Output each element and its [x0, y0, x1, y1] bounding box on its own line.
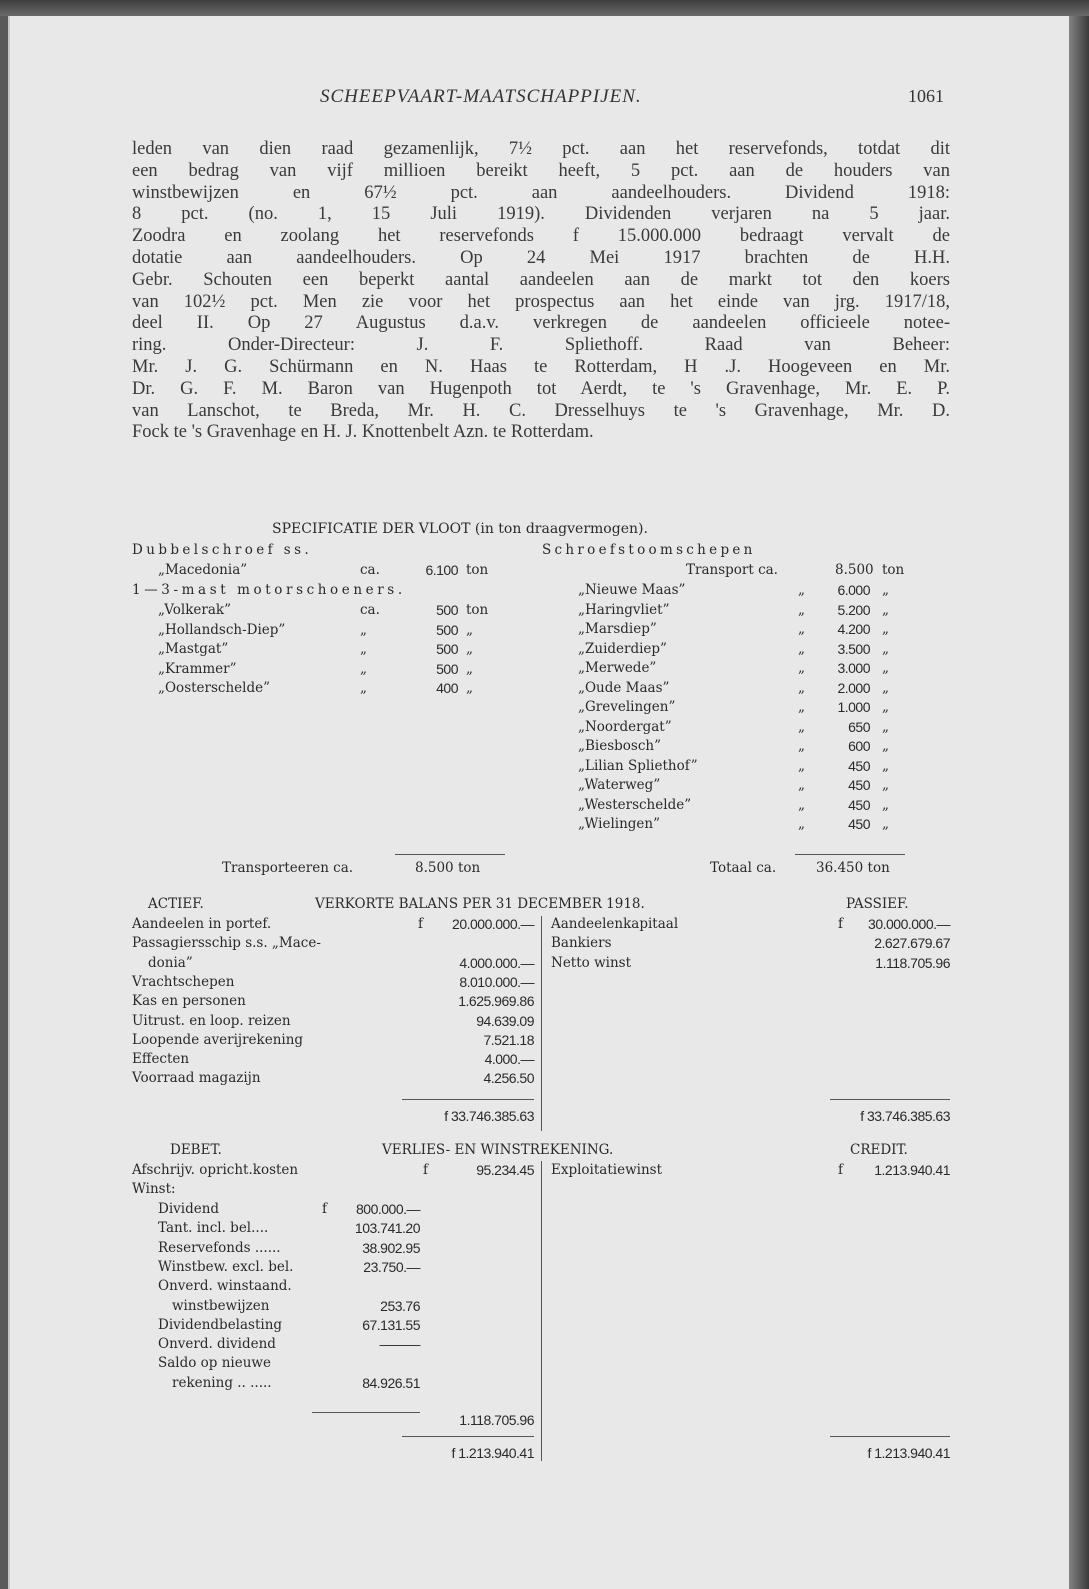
liabilities-total-rule — [830, 1099, 950, 1100]
fleet-subtotal-value: 8.500 ton — [415, 860, 481, 876]
balance-passief-head: PASSIEF. — [846, 896, 909, 912]
ship-tons: 650 — [848, 718, 870, 735]
ship-name: „Hollandsch-Diep” — [158, 621, 286, 638]
ship-tons: 600 — [848, 738, 870, 754]
ship-name: „Volkerak” — [158, 602, 231, 618]
asset-label: Uitrust. en loop. reizen — [132, 1012, 291, 1029]
ship-prefix: „ — [360, 621, 367, 638]
pl-winst-total: 1.118.705.96 — [459, 1412, 534, 1428]
ship-unit: „ — [882, 816, 889, 832]
credit-item-value: 1.213.940.41 — [874, 1162, 950, 1178]
ship-unit: „ — [882, 757, 889, 774]
ship-unit: „ — [882, 679, 889, 696]
page-number: 1061 — [908, 86, 944, 106]
paragraph-line: leden van dien raad gezamenlijk, 7½ pct. aan het reservefonds, totdat dit — [132, 139, 950, 159]
ship-tons: 450 — [848, 796, 870, 813]
ship-unit: „ — [882, 777, 889, 793]
ship-unit: „ — [882, 640, 889, 657]
liability-value: 1.118.705.96 — [875, 954, 950, 971]
liability-label: Netto winst — [551, 954, 631, 971]
ship-name: „Krammer” — [158, 660, 237, 677]
ship-tons: 500 — [436, 641, 458, 657]
paragraph-line: Mr. J. G. Schürmann en N. Haas te Rotterdam, H .J. Hoogeveen en Mr. — [132, 356, 950, 377]
winst-item-label: Onverd. dividend — [158, 1336, 276, 1353]
winst-item-label: Dividend — [158, 1201, 220, 1217]
asset-value: 1.625.969.86 — [458, 993, 534, 1010]
pl-debit-first-value: 95.234.45 — [476, 1162, 534, 1178]
document-page — [8, 16, 1069, 1589]
ship-name: „Lilian Spliethof” — [578, 757, 698, 774]
ship-tons: 6.000 — [837, 582, 870, 598]
asset-label: Effecten — [132, 1051, 190, 1068]
liability-value: 30.000.000.— — [868, 916, 950, 932]
ship-unit: „ — [882, 582, 889, 598]
ship-name: „Zuiderdiep” — [578, 640, 667, 657]
ship-name: „Grevelingen” — [578, 699, 676, 715]
pl-debit-first-currency: f — [423, 1162, 428, 1178]
ship-tons: 500 — [436, 621, 458, 638]
winst-item-label: Saldo op nieuwe — [158, 1355, 271, 1372]
asset-label: Kas en personen — [132, 993, 246, 1010]
paragraph-line: van 102½ pct. Men zie voor het prospectus aan het einde van jrg. 1917/18, — [132, 291, 950, 312]
pl-title: VERLIES- EN WINSTREKENING. — [382, 1142, 614, 1158]
ship-unit: „ — [466, 680, 473, 696]
pl-debet-head: DEBET. — [170, 1142, 222, 1158]
scan-top-border — [0, 0, 1089, 16]
scan-right-edge — [1067, 16, 1089, 1589]
asset-currency: f — [418, 916, 423, 932]
ship-unit: „ — [466, 641, 473, 657]
ship-tons: 450 — [848, 777, 870, 793]
pl-credit-total: f 1.213.940.41 — [867, 1445, 950, 1461]
ship-prefix: „ — [798, 777, 805, 793]
winst-item-value: 84.926.51 — [362, 1374, 420, 1391]
ship-prefix: „ — [798, 582, 805, 598]
ship-unit: „ — [882, 660, 889, 676]
ship-prefix: „ — [798, 816, 805, 832]
asset-label: donia” — [148, 954, 193, 971]
ship-prefix: „ — [798, 601, 805, 618]
balance-actief-head: ACTIEF. — [148, 896, 204, 912]
ship-prefix: „ — [798, 718, 805, 735]
winst-item-value: 253.76 — [380, 1297, 420, 1314]
ship-tons: 500 — [436, 660, 458, 677]
paragraph-line: Dr. G. F. M. Baron van Hugenpoth tot Aerdt, te 's Gravenhage, Mr. E. P. — [132, 378, 950, 399]
ship-tons: 450 — [848, 816, 870, 832]
fleet-subtotal-label: Transporteeren ca. — [222, 860, 354, 876]
winst-item-label: Tant. incl. bel.... — [158, 1220, 269, 1237]
ship-name: „Nieuwe Maas” — [578, 582, 686, 598]
subtotal-rule-left — [395, 854, 505, 855]
fleet-title: SPECIFICATIE DER VLOOT (in ton draagvermogen). — [272, 521, 648, 537]
asset-value: 20.000.000.— — [452, 916, 534, 932]
asset-value: 4.000.000.— — [459, 954, 534, 971]
ship-prefix: „ — [798, 738, 805, 754]
credit-total-rule — [830, 1436, 950, 1437]
ship-prefix: ca. — [360, 602, 380, 618]
paragraph-line: deel II. Op 27 Augustus d.a.v. verkregen de aandeelen officieele notee- — [132, 313, 950, 334]
ship-name: „Noordergat” — [578, 718, 672, 735]
ship-name: „Wielingen” — [578, 816, 661, 832]
fleet-transport-label: Transport ca. — [686, 562, 778, 578]
fleet-group-motorschoeners: 1—3-mast motorschoeners. — [132, 582, 406, 598]
ship-tons: 500 — [436, 602, 458, 618]
debit-total-rule — [402, 1436, 534, 1437]
liability-label: Bankiers — [551, 935, 612, 952]
paragraph-line: ring. Onder-Directeur: J. F. Spliethoff. Raad van Beheer: — [132, 335, 950, 356]
paragraph-line: Fock te 's Gravenhage en H. J. Knottenbelt Azn. te Rotterdam. — [132, 422, 594, 443]
winst-item-label: winstbewijzen — [172, 1297, 270, 1314]
fleet-transport-value: 8.500 — [835, 562, 874, 578]
paragraph-line: winstbewijzen en 67½ pct. aan aandeelhouders. Dividend 1918: — [132, 182, 950, 203]
asset-label: Vrachtschepen — [132, 973, 235, 990]
ship-prefix: „ — [798, 699, 805, 715]
fleet-transport-unit: ton — [882, 562, 905, 578]
ship-name: „Waterweg” — [578, 777, 661, 793]
ship-unit: „ — [466, 621, 473, 638]
ship-unit: „ — [882, 699, 889, 715]
ship-prefix: „ — [798, 796, 805, 813]
fleet-total-value: 36.450 ton — [816, 860, 890, 876]
asset-value: 7.521.18 — [483, 1031, 534, 1048]
ship-unit: „ — [882, 601, 889, 618]
ship-name: „Macedonia” — [158, 562, 248, 578]
winst-item-label: Dividendbelasting — [158, 1316, 283, 1333]
asset-value: 4.000.— — [484, 1051, 534, 1068]
ship-prefix: „ — [360, 660, 367, 677]
credit-item-currency: f — [838, 1162, 843, 1178]
ship-tons: 2.000 — [837, 679, 870, 696]
ship-name: „Oude Maas” — [578, 679, 670, 696]
asset-value: 4.256.50 — [483, 1070, 534, 1087]
asset-label: Aandeelen in portef. — [132, 916, 272, 932]
pl-credit-head: CREDIT. — [850, 1142, 908, 1158]
balance-divider — [541, 916, 542, 1131]
winst-item-value: 38.902.95 — [362, 1239, 420, 1256]
asset-label: Passagiersschip s.s. „Mace- — [132, 935, 321, 952]
assets-total: f 33.746.385.63 — [444, 1108, 534, 1124]
ship-tons: 1.000 — [837, 699, 870, 715]
ship-name: „Oosterschelde” — [158, 680, 271, 696]
winst-item-label: Winstbew. excl. bel. — [158, 1258, 294, 1275]
ship-prefix: „ — [798, 660, 805, 676]
ship-prefix: ca. — [360, 562, 380, 578]
ship-prefix: „ — [798, 757, 805, 774]
running-header: SCHEEPVAART-MAATSCHAPPIJEN. — [320, 86, 642, 107]
fleet-total-label: Totaal ca. — [710, 860, 777, 876]
winst-item-value: 800.000.— — [356, 1201, 420, 1217]
ship-tons: 6.100 — [425, 562, 458, 578]
ship-unit: „ — [466, 660, 473, 677]
ship-unit: ton — [466, 602, 489, 618]
fleet-group-schroefstoom: Schroefstoomschepen — [542, 542, 756, 558]
asset-label: Voorraad magazijn — [132, 1070, 261, 1087]
fleet-group-dubbelschroef: Dubbelschroef ss. — [132, 542, 313, 558]
ship-tons: 5.200 — [837, 601, 870, 618]
asset-value: 8.010.000.— — [459, 973, 534, 990]
ship-tons: 3.500 — [837, 640, 870, 657]
ship-unit: „ — [882, 796, 889, 813]
ship-tons: 3.000 — [837, 660, 870, 676]
balance-title: VERKORTE BALANS PER 31 DECEMBER 1918. — [315, 896, 645, 912]
pl-divider — [541, 1161, 542, 1461]
ship-name: „Marsdiep” — [578, 621, 657, 637]
winst-item-label: Onverd. winstaand. — [158, 1278, 292, 1295]
assets-total-rule — [402, 1099, 534, 1100]
winst-item-value: ——— — [379, 1336, 420, 1353]
winst-item-value: 23.750.— — [363, 1258, 420, 1275]
ship-unit: ton — [466, 562, 489, 578]
ship-prefix: „ — [798, 679, 805, 696]
credit-item-label: Exploitatiewinst — [551, 1162, 662, 1178]
pl-debit-first-label: Afschrijv. opricht.kosten — [132, 1162, 299, 1178]
paragraph-line: van Lanschot, te Breda, Mr. H. C. Dresselhuys te 's Gravenhage, Mr. D. — [132, 400, 950, 421]
ship-tons: 450 — [848, 757, 870, 774]
ship-tons: 400 — [436, 680, 458, 696]
winst-item-value: 103.741.20 — [354, 1220, 420, 1237]
winst-subtotal-rule — [312, 1412, 420, 1413]
ship-unit: „ — [882, 738, 889, 754]
ship-prefix: „ — [360, 641, 367, 657]
ship-unit: „ — [882, 621, 889, 637]
ship-tons: 4.200 — [837, 621, 870, 637]
ship-name: „Mastgat” — [158, 641, 229, 657]
total-rule-right — [795, 854, 905, 855]
liability-value: 2.627.679.67 — [874, 935, 950, 952]
liability-currency: f — [838, 916, 843, 932]
ship-prefix: „ — [360, 680, 367, 696]
liabilities-total: f 33.746.385.63 — [860, 1108, 950, 1124]
ship-name: „Biesbosch” — [578, 738, 662, 754]
liability-label: Aandeelenkapitaal — [551, 916, 679, 932]
winst-item-currency: f — [322, 1201, 327, 1217]
body-paragraph — [132, 139, 950, 444]
ship-prefix: „ — [798, 640, 805, 657]
paragraph-line: Zoodra en zoolang het reservefonds f 15.000.000 bedraagt vervalt de — [132, 226, 950, 247]
winst-item-label: rekening .. ..... — [172, 1374, 272, 1391]
ship-name: „Westerschelde” — [578, 796, 692, 813]
paragraph-line: Gebr. Schouten een beperkt aantal aandeelen aan de markt tot den koers — [132, 269, 950, 290]
paragraph-line: dotatie aan aandeelhouders. Op 24 Mei 1917 brachten de H.H. — [132, 247, 950, 268]
paragraph-line: 8 pct. (no. 1, 15 Juli 1919). Dividenden verjaren na 5 jaar. — [132, 204, 950, 225]
ship-prefix: „ — [798, 621, 805, 637]
pl-winst-label: Winst: — [132, 1181, 176, 1197]
pl-debit-total: f 1.213.940.41 — [451, 1445, 534, 1461]
ship-name: „Haringvliet” — [578, 601, 670, 618]
asset-value: 94.639.09 — [476, 1012, 534, 1029]
winst-item-label: Reservefonds ...... — [158, 1239, 281, 1256]
asset-label: Loopende averijrekening — [132, 1031, 304, 1048]
ship-unit: „ — [882, 718, 889, 735]
winst-item-value: 67.131.55 — [362, 1316, 420, 1333]
paragraph-line: een bedrag van vijf millioen bereikt heeft, 5 pct. aan de houders van — [132, 160, 950, 181]
ship-name: „Merwede” — [578, 660, 657, 676]
